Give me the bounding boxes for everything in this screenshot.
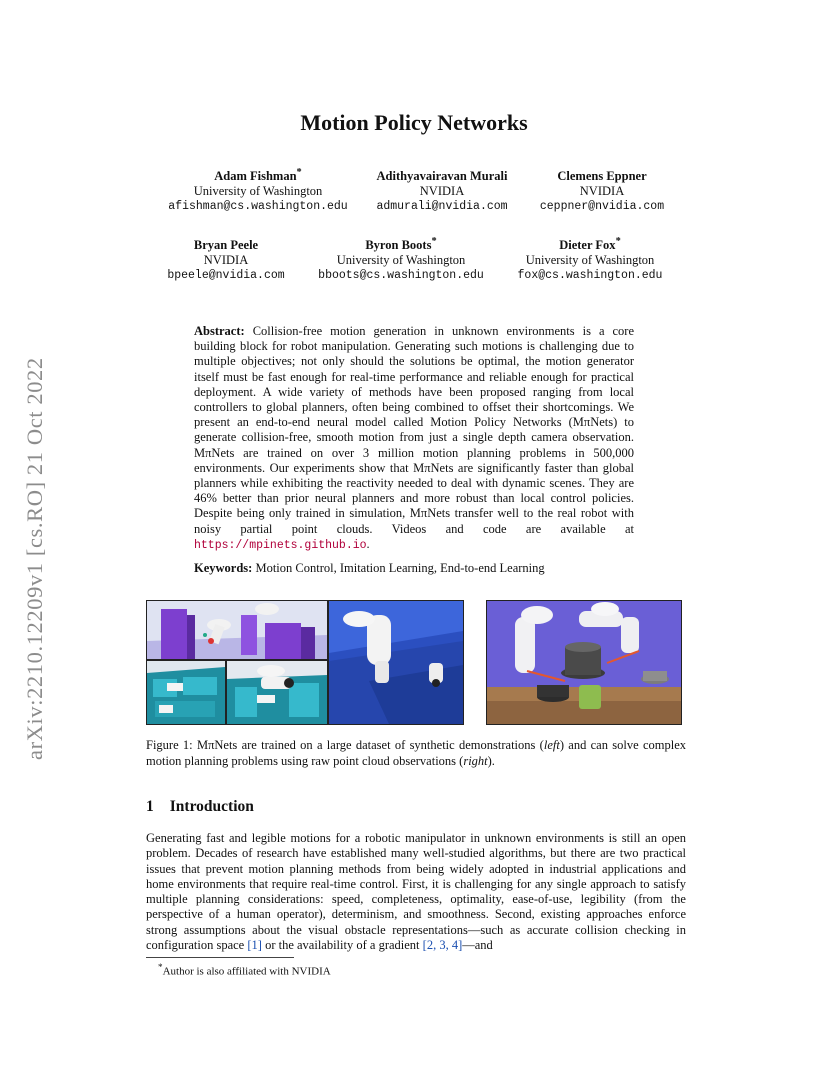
figure-panel-sim-robot-cubby xyxy=(226,660,328,725)
paper-title: Motion Policy Networks xyxy=(300,110,528,135)
author-name: Byron Boots* xyxy=(365,236,437,253)
author-block xyxy=(156,234,296,283)
footnote-mark: * xyxy=(158,962,163,972)
caption-text: Figure 1: MπNets are trained on a large dataset of synthetic demonstrations ( xyxy=(146,738,544,752)
author-affiliation: NVIDIA xyxy=(419,184,465,199)
caption-right-word: right xyxy=(463,753,488,768)
author-email: bpeele@nvidia.com xyxy=(167,269,285,283)
body-text: or the availability of a gradient xyxy=(261,938,423,953)
author-name: Dieter Fox* xyxy=(559,236,621,253)
author-name: Adam Fishman* xyxy=(214,167,302,184)
sim-cubby-illustration xyxy=(147,661,225,724)
abstract xyxy=(194,324,634,553)
figure-caption xyxy=(146,738,686,769)
section-number: 1 xyxy=(146,798,154,815)
abstract-text: Collision-free motion generation in unknown environments is a core building block for robot manipulation. Generating such motions is challenging due to multiple objectives; not only should the solutions be optimal, the motion generator itself must be fast enough for real-time performance and reliable enough for practical deployment. A wide variety of methods have been proposed ranging from local controllers to global planners, often being combined to offset their shortcomings. We present an end-to-end neural model called Motion Policy Networks (MπNets) to generate collision-free, smooth motion from just a single depth camera observation. MπNets are trained on over 3 million motion planning problems in 500,000 environments. Our experiments show that MπNets are significantly faster than global planners while exhibiting the reactivity needed to deal with dynamic scenes. They are 46% better than prior neural planners and more robust than local control policies. Despite being only trained in simulation, MπNets transfer well to the real robot with noisy partial point clouds. Videos and code are available at xyxy=(194,324,635,536)
author-block xyxy=(160,165,356,214)
body-text: —and xyxy=(462,938,493,953)
keywords xyxy=(194,561,634,576)
real-robot-illustration xyxy=(487,601,681,724)
author-name: Adithyavairavan Murali xyxy=(376,169,508,184)
author-email: afishman@cs.washington.edu xyxy=(168,200,348,214)
author-affiliation: University of Washington xyxy=(525,253,655,268)
author-affiliation: University of Washington xyxy=(336,253,466,268)
body-text: Generating fast and legible motions for a robotic manipulator in unknown environments is still an open problem. Decades of research have established many well-studied algorithms, but there are two practical issues that prevent motion planning methods from being widely adopted in industrial applications and home environments that require real-time control. First, it is challenging for any single approach to satisfy multiple planning considerations: speed, completeness, optimality, ease-of-use, legibility (from the perspective of a human operator), determinism, and smoothness. Second, existing approaches enforce strong assumptions about the visual obstacle representations—such as accurate collision checking in configuration space xyxy=(146,831,686,953)
sim-scene-illustration xyxy=(147,601,327,659)
citation-link[interactable]: [1] xyxy=(247,938,262,953)
intro-paragraph xyxy=(146,831,686,953)
figure-panel-sim-bins xyxy=(328,600,464,725)
author-email: fox@cs.washington.edu xyxy=(517,269,663,283)
caption-text: ). xyxy=(487,753,495,768)
sim-bin-illustration xyxy=(329,601,463,724)
caption-left-word: left xyxy=(543,738,560,752)
author-email: bboots@cs.washington.edu xyxy=(318,269,484,283)
author-affiliation: NVIDIA xyxy=(579,184,625,199)
sim-robot-illustration xyxy=(227,661,327,724)
arxiv-identifier: arXiv:2210.12209v1 [cs.RO] 21 Oct 2022 xyxy=(22,357,47,760)
figure-panel-real-robot xyxy=(486,600,682,725)
abstract-label: Abstract: xyxy=(194,324,245,338)
figure-panel-sim-shelves xyxy=(146,600,328,660)
author-block xyxy=(530,165,674,214)
abstract-end: . xyxy=(366,536,370,551)
author-block xyxy=(362,165,522,214)
footnote-rule xyxy=(146,957,294,958)
author-block xyxy=(504,234,676,283)
author-block xyxy=(308,234,494,283)
caption-text: ) and can solve complex motion planning problems using raw point cloud observations ( xyxy=(146,738,686,768)
author-name: Bryan Peele xyxy=(193,238,259,253)
project-link[interactable]: https://mpinets.github.io xyxy=(194,538,367,552)
section-heading xyxy=(146,798,254,816)
section-title: Introduction xyxy=(169,798,254,815)
citation-link[interactable]: [2, 3, 4] xyxy=(422,938,463,953)
author-email: admurali@nvidia.com xyxy=(376,200,508,214)
author-affiliation: University of Washington xyxy=(193,184,323,199)
figure-panel-sim-cubbies xyxy=(146,660,226,725)
keywords-text: Motion Control, Imitation Learning, End-to-end Learning xyxy=(255,561,545,575)
author-email: ceppner@nvidia.com xyxy=(539,200,665,214)
footnote xyxy=(158,962,331,978)
footnote-text: Author is also affiliated with NVIDIA xyxy=(162,965,331,978)
author-name: Clemens Eppner xyxy=(557,169,647,184)
keywords-label: Keywords: xyxy=(194,561,253,575)
author-affiliation: NVIDIA xyxy=(203,253,249,268)
